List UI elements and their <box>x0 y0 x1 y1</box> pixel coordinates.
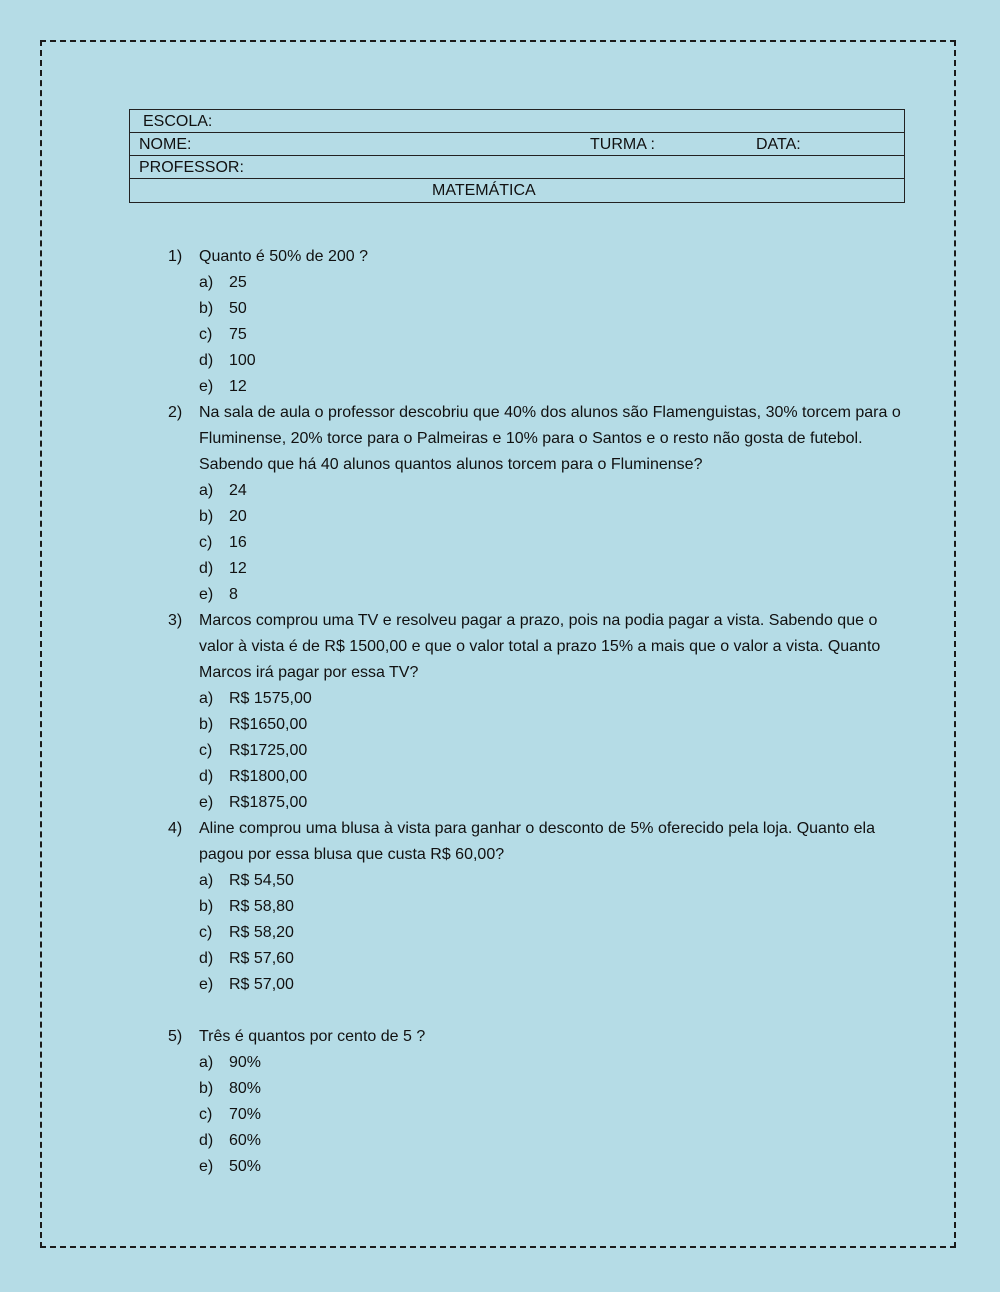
option-c <box>199 920 908 946</box>
option-letter: d) <box>199 768 214 785</box>
option-value: R$ 57,60 <box>229 950 294 967</box>
nome-label: NOME: <box>139 136 192 153</box>
option-value: 50 <box>229 300 247 317</box>
option-value: R$ 1575,00 <box>229 690 312 707</box>
option-c <box>199 322 908 348</box>
question-2 <box>168 400 908 608</box>
option-letter: b) <box>199 898 214 915</box>
option-letter: a) <box>199 1054 214 1071</box>
option-a <box>199 868 908 894</box>
option-letter: a) <box>199 482 214 499</box>
question-text: Na sala de aula o professor descobriu que 40% dos alunos são Flamenguistas, 30% torcem para o Fluminense, 20% torce para o Palmeiras e 10% para o Santos e o resto não gosta de futebol. Sabendo que há 40 alunos quantos alunos torcem para o Fluminense? <box>199 404 901 473</box>
option-d <box>199 946 908 972</box>
option-c <box>199 530 908 556</box>
question-text: Aline comprou uma blusa à vista para ganhar o desconto de 5% oferecido pela loja. Quanto ela pagou por essa blusa que custa R$ 60,00? <box>199 820 875 863</box>
option-letter: c) <box>199 1106 213 1123</box>
question-5 <box>168 1024 908 1180</box>
option-value: 20 <box>229 508 247 525</box>
option-b <box>199 504 908 530</box>
question-number: 1) <box>168 248 183 265</box>
option-a <box>199 478 908 504</box>
question-number: 2) <box>168 404 183 421</box>
option-c <box>199 738 908 764</box>
subject-title: MATEMÁTICA <box>432 182 536 199</box>
option-a <box>199 686 908 712</box>
option-b <box>199 712 908 738</box>
option-letter: e) <box>199 378 214 395</box>
option-e <box>199 972 908 998</box>
option-letter: a) <box>199 274 214 291</box>
option-letter: b) <box>199 1080 214 1097</box>
option-value: 25 <box>229 274 247 291</box>
option-value: 75 <box>229 326 247 343</box>
option-letter: b) <box>199 716 214 733</box>
option-a <box>199 1050 908 1076</box>
header-row-professor <box>130 156 904 179</box>
option-letter: e) <box>199 794 214 811</box>
option-value: 8 <box>229 586 238 603</box>
option-a <box>199 270 908 296</box>
option-value: 60% <box>229 1132 262 1149</box>
question-text: Três é quantos por cento de 5 ? <box>199 1028 426 1045</box>
option-value: 70% <box>229 1106 262 1123</box>
option-value: R$ 58,20 <box>229 924 294 941</box>
option-value: 80% <box>229 1080 262 1097</box>
option-letter: c) <box>199 924 213 941</box>
option-value: R$ 57,00 <box>229 976 294 993</box>
option-letter: d) <box>199 1132 214 1149</box>
option-e <box>199 1154 908 1180</box>
option-e <box>199 582 908 608</box>
option-value: 100 <box>229 352 256 369</box>
header-row-subject <box>130 179 904 202</box>
option-letter: a) <box>199 690 214 707</box>
option-letter: c) <box>199 326 213 343</box>
option-b <box>199 1076 908 1102</box>
option-value: 24 <box>229 482 247 499</box>
questions-list <box>168 244 908 1180</box>
option-value: R$1725,00 <box>229 742 308 759</box>
option-value: 50% <box>229 1158 262 1175</box>
professor-label: PROFESSOR: <box>139 159 244 176</box>
option-value: 90% <box>229 1054 262 1071</box>
option-value: R$1650,00 <box>229 716 308 733</box>
option-d <box>199 348 908 374</box>
option-d <box>199 1128 908 1154</box>
option-letter: e) <box>199 976 214 993</box>
turma-label: TURMA : <box>590 136 655 153</box>
option-letter: e) <box>199 586 214 603</box>
question-text: Quanto é 50% de 200 ? <box>199 248 369 265</box>
header-row-escola <box>130 110 904 133</box>
option-letter: b) <box>199 508 214 525</box>
option-letter: a) <box>199 872 214 889</box>
option-b <box>199 296 908 322</box>
option-value: R$1875,00 <box>229 794 308 811</box>
option-d <box>199 556 908 582</box>
option-value: 12 <box>229 560 247 577</box>
option-value: R$ 54,50 <box>229 872 294 889</box>
question-4 <box>168 816 908 998</box>
question-number: 4) <box>168 820 183 837</box>
header-table <box>129 109 905 203</box>
option-value: 16 <box>229 534 247 551</box>
option-letter: e) <box>199 1158 214 1175</box>
option-value: 12 <box>229 378 247 395</box>
option-d <box>199 764 908 790</box>
spacer <box>168 998 908 1024</box>
question-text: Marcos comprou uma TV e resolveu pagar a prazo, pois na podia pagar a vista. Sabendo que o valor à vista é de R$ 1500,00 e que o valor total a prazo 15% a mais que o valor a vista. Quanto Marcos irá pagar por essa TV? <box>199 612 881 681</box>
question-number: 3) <box>168 612 183 629</box>
data-label: DATA: <box>756 136 801 153</box>
option-value: R$1800,00 <box>229 768 308 785</box>
question-3 <box>168 608 908 816</box>
question-number: 5) <box>168 1028 183 1045</box>
option-letter: c) <box>199 534 213 551</box>
header-row-nome <box>130 133 904 156</box>
option-letter: c) <box>199 742 213 759</box>
option-b <box>199 894 908 920</box>
option-value: R$ 58,80 <box>229 898 294 915</box>
question-1 <box>168 244 908 400</box>
option-letter: b) <box>199 300 214 317</box>
escola-label: ESCOLA: <box>143 113 213 130</box>
option-letter: d) <box>199 560 214 577</box>
option-c <box>199 1102 908 1128</box>
option-letter: d) <box>199 950 214 967</box>
option-e <box>199 374 908 400</box>
option-letter: d) <box>199 352 214 369</box>
option-e <box>199 790 908 816</box>
